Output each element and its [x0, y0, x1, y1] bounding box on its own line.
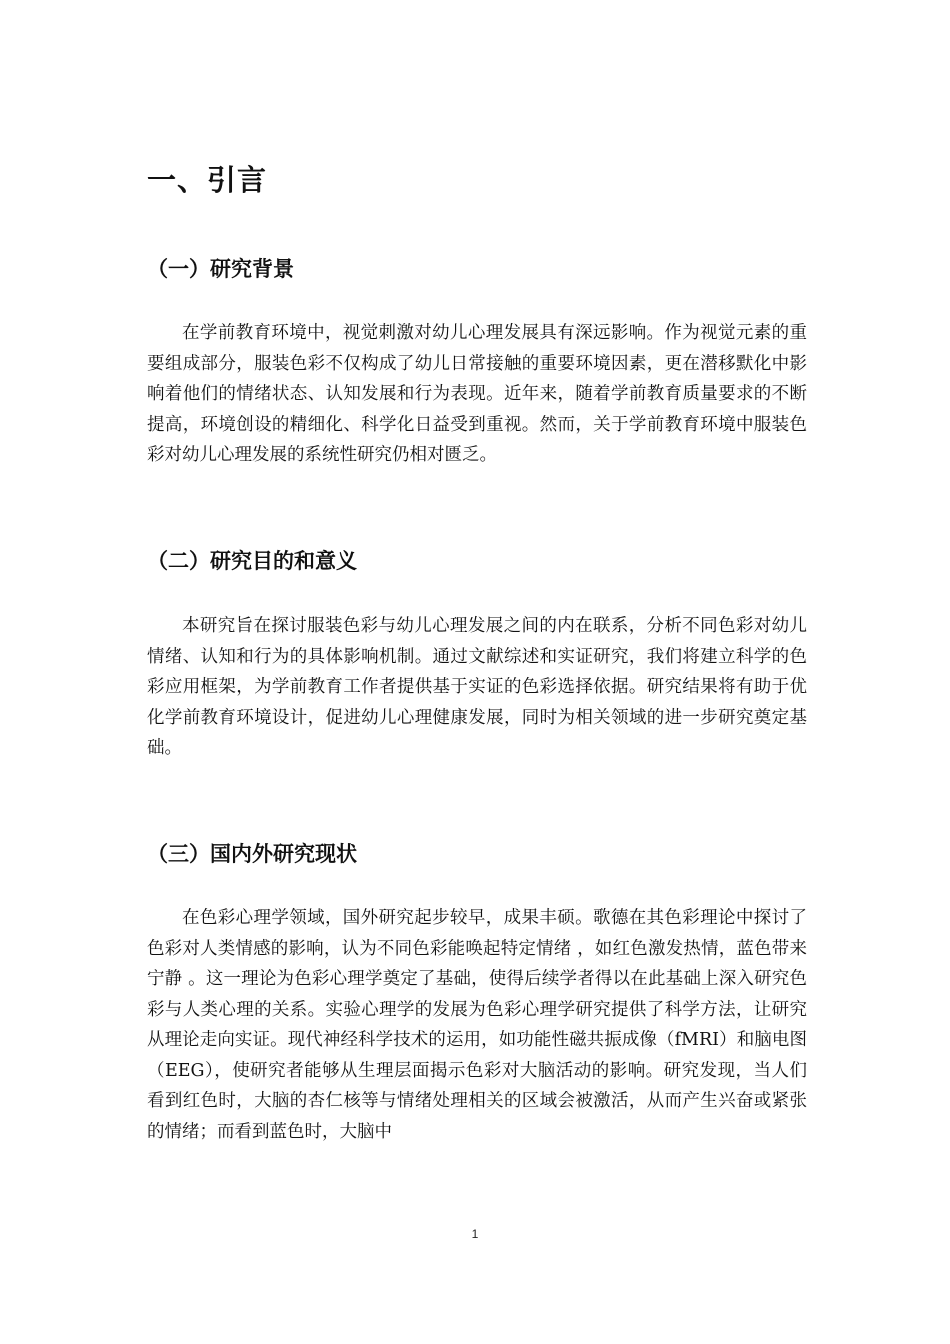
section-heading-background: （一）研究背景: [147, 257, 294, 281]
paragraph-background: 在学前教育环境中，视觉刺激对幼儿心理发展具有深远影响。作为视觉元素的重要组成部分，服装色彩不仅构成了幼儿日常接触的重要环境因素，更在潜移默化中影响着他们的情绪状态、认知发展和行为表现。近年来，随着学前教育质量要求的不断提高，环境创设的精细化、科学化日益受到重视。然而，关于学前教育环境中服装色彩对幼儿心理发展的系统性研究仍相对匮乏。: [147, 323, 807, 465]
chapter-title: 一、引言: [147, 163, 268, 197]
section-heading-purpose: （二）研究目的和意义: [147, 549, 357, 573]
paragraph-status: 在色彩心理学领域，国外研究起步较早，成果丰硕。歌德在其色彩理论中探讨了色彩对人类情感的影响，认为不同色彩能唤起特定情绪 ，如红色激发热情，蓝色带来宁静 。这一理论为色彩心理学奠定了基础，使得后续学者得以在此基础上深入研究色彩与人类心理的关系。实验心理学的发展为色彩心理学研究提供了科学方法，让研究从理论走向实证。现代神经科学技术的运用，如功能性磁共振成像（fMRI）和脑电图（EEG），使研究者能够从生理层面揭示色彩对大脑活动的影响。研究发现，当人们看到红色时，大脑的杏仁核等与情绪处理相关的区域会被激活，从而产生兴奋或紧张的情绪；而看到蓝色时，大脑中: [147, 908, 807, 1142]
paragraph-purpose: 本研究旨在探讨服装色彩与幼儿心理发展之间的内在联系，分析不同色彩对幼儿情绪、认知和行为的具体影响机制。通过文献综述和实证研究，我们将建立科学的色彩应用框架，为学前教育工作者提供基于实证的色彩选择依据。研究结果将有助于优化学前教育环境设计，促进幼儿心理健康发展，同时为相关领域的进一步研究奠定基础。: [147, 616, 807, 758]
section-heading-status: （三）国内外研究现状: [147, 842, 357, 866]
page-number: 1: [471, 1227, 479, 1241]
